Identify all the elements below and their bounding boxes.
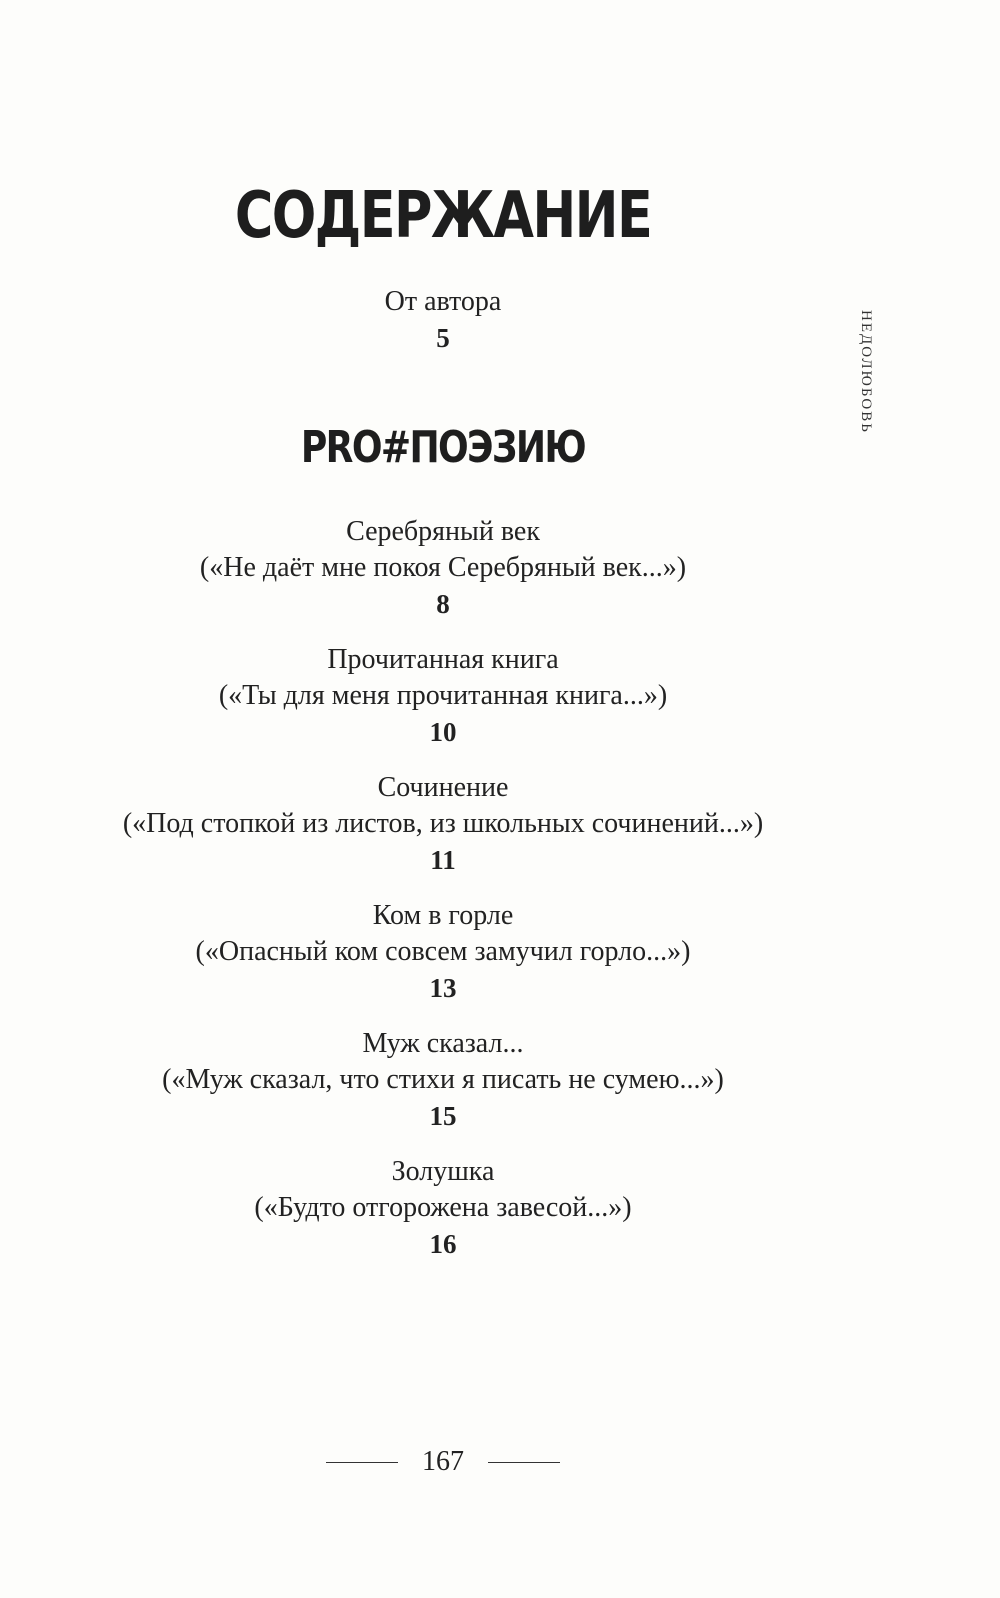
entry-page-number: 15 [429, 1101, 457, 1131]
entry-title: Ком в горле [372, 900, 514, 931]
toc-entry [0, 514, 886, 622]
entry-first-line: («Будто отгорожена завесой...») [254, 1192, 632, 1223]
entry-title: От автора [384, 286, 502, 317]
entry-title: Серебряный век [346, 516, 540, 547]
entry-page-number: 5 [436, 323, 450, 353]
entry-page-number: 8 [436, 589, 450, 619]
toc-entry [0, 1154, 886, 1262]
entry-title: Прочитанная книга [327, 644, 559, 675]
page-title: СОДЕРЖАНИЕ [234, 179, 652, 253]
section-title: PRO#ПОЭЗИЮ [300, 422, 586, 473]
page-number: 167 [422, 1446, 464, 1477]
running-head-book-title: НЕДОЛЮБОВЬ [858, 310, 874, 434]
footer-rule-left [326, 1462, 398, 1463]
entry-title: Золушка [391, 1156, 495, 1187]
entry-first-line: («Не даёт мне покоя Серебряный век...») [199, 552, 687, 583]
page-footer [0, 1442, 886, 1482]
entry-title: Сочинение [377, 772, 509, 803]
entry-page-number: 10 [429, 717, 457, 747]
entry-page-number: 13 [429, 973, 457, 1003]
entry-first-line: («Под стопкой из листов, из школьных сочинений...») [122, 808, 764, 839]
entry-first-line: («Муж сказал, что стихи я писать не сумею...») [162, 1064, 724, 1095]
entry-page-number: 16 [429, 1229, 457, 1259]
toc-entry [0, 898, 886, 1006]
entry-first-line: («Ты для меня прочитанная книга...») [218, 680, 668, 711]
toc-entry [0, 1026, 886, 1134]
entry-title: Муж сказал... [362, 1028, 524, 1059]
entry-page-number: 11 [430, 845, 456, 875]
toc-entry [0, 642, 886, 750]
toc-entry [0, 770, 886, 878]
footer-rule-right [488, 1462, 560, 1463]
entry-first-line: («Опасный ком совсем замучил горло...») [195, 936, 691, 967]
preface-entry [0, 284, 886, 356]
